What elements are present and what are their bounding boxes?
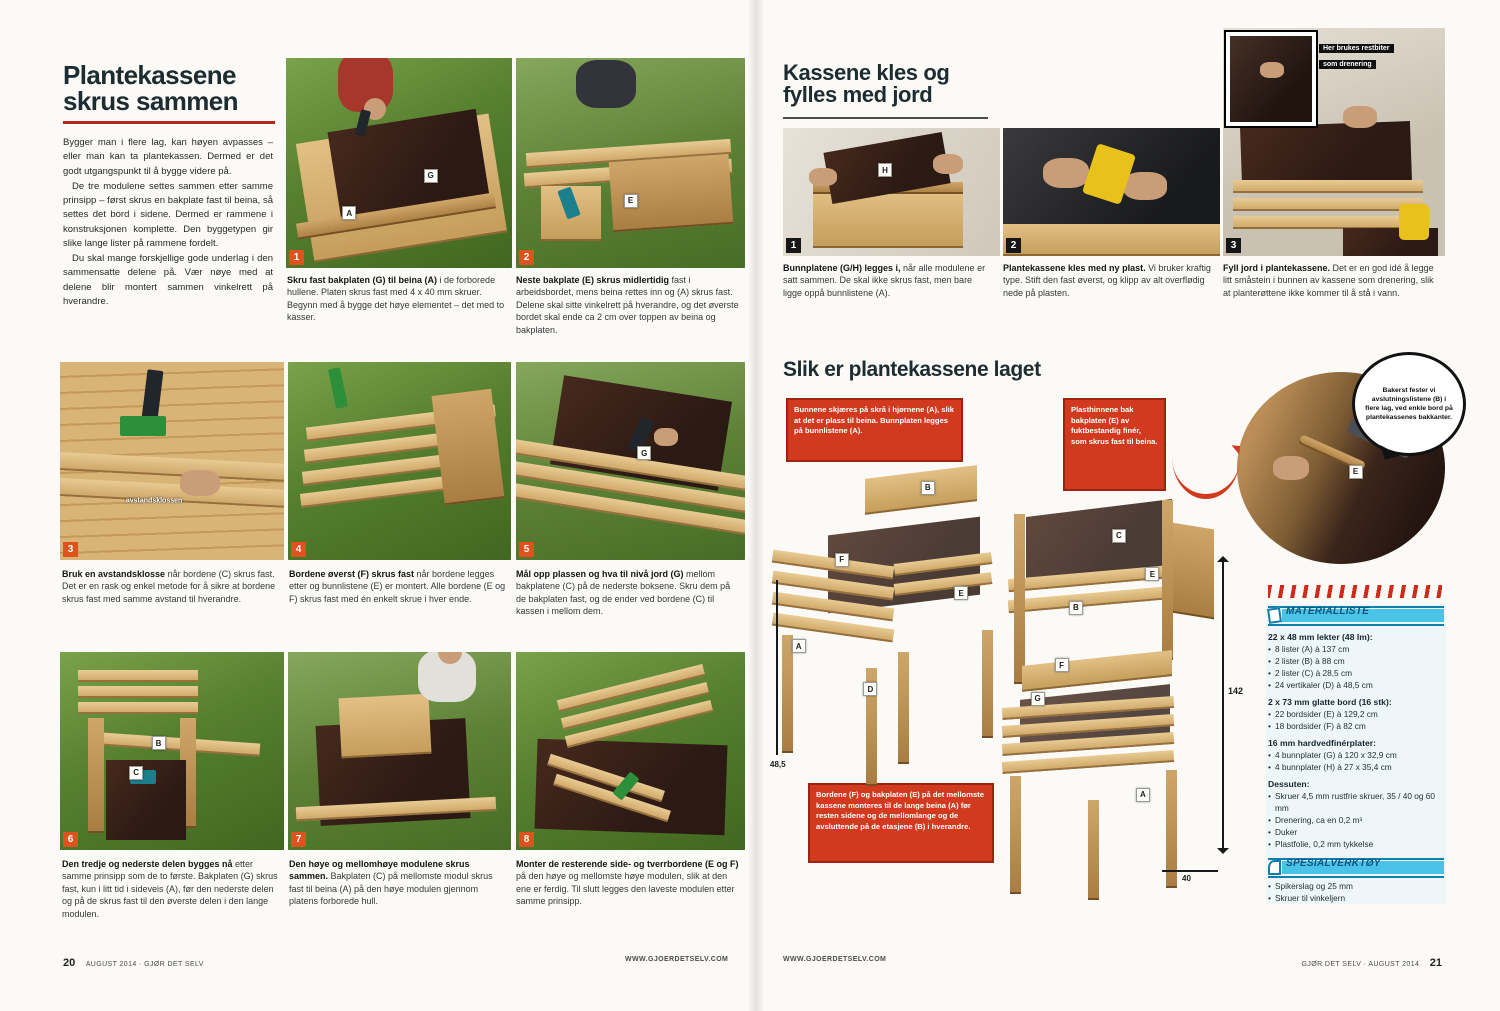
materials-item: • 4 bunnplater (H) à 27 x 35,4 cm <box>1268 761 1444 773</box>
diagram-side-panel <box>1172 523 1214 620</box>
intro-paragraph: Bygger man i flere lag, kan høyen avpasses – eller man kan ta plantekassen. Dermed er det godt utgangspunkt til å bygge videre på. <box>63 137 273 177</box>
materials-header-label: MATERIALLISTE <box>1286 606 1370 617</box>
step-number-badge: 5 <box>519 542 534 557</box>
page-gutter <box>748 0 764 1011</box>
step-photo-3 <box>60 362 284 560</box>
wood-board <box>78 702 198 714</box>
left-page-title <box>63 62 293 114</box>
caption-text: i de forborede hullene. Platen skrus fast med 4 x 40 mm skruer. Begynn med å bygge det høye elementet – det med to kasser. <box>287 275 505 323</box>
dark-lined-box <box>1240 121 1412 187</box>
page-number: 20 <box>63 957 76 969</box>
part-letter-chip: H <box>878 163 892 177</box>
part-letter-chip: G <box>424 169 438 183</box>
intro-text <box>63 136 273 309</box>
materials-item: • Drenering, ca en 0,2 m³ <box>1268 814 1444 826</box>
person-hand <box>654 428 678 446</box>
caption-lead: Mål opp plassen og hva til nivå jord (G) <box>516 569 684 579</box>
step-caption-4 <box>289 568 509 605</box>
header-rule <box>1268 876 1444 878</box>
part-letter-chip: F <box>1055 658 1069 672</box>
header-rule <box>1268 624 1444 626</box>
inset-label-line2: som drenering <box>1319 60 1376 69</box>
part-letter-chip: E <box>624 194 638 208</box>
dimension-label-width: 40 <box>1182 874 1191 883</box>
materials-item: • Plastfolie, 0,2 mm tykkelse <box>1268 838 1444 850</box>
page-number: 21 <box>1429 957 1442 969</box>
step-number-badge: 2 <box>519 250 534 265</box>
diagram-leg <box>898 652 909 764</box>
right-step-photo-1 <box>783 128 1000 256</box>
step-number-badge: 4 <box>291 542 306 557</box>
right-title-line1: Kassene kles og <box>783 60 950 85</box>
part-letter-chip: B <box>921 481 935 495</box>
wood-edge <box>1003 224 1220 256</box>
caption-text: når bordene (C) skrus fast. Det er en rask og enkel metode for å sikre at bordene skrus fast med samme avstand til hverandre. <box>62 569 276 604</box>
caption-text: etter samme prinsipp som de to første. Bakplaten (G) skrus fast, kun i litt tid i sideveis (A), før den nederste delen og på de skrus fast til den øverste delen i den lange modulen. <box>62 859 278 919</box>
intro-paragraph: Du skal mange forskjellige gode underlag i den sammensatte delene på. Vær nøye med at delene blir montert sammen vinkelrett på hverandre. <box>63 253 273 307</box>
part-letter-chip: A <box>1136 788 1150 802</box>
title-rule <box>783 117 988 119</box>
inset-photo <box>1226 32 1316 126</box>
issue-label: GJØR DET SELV · AUGUST 2014 <box>1301 961 1420 968</box>
step-number-badge: 1 <box>786 238 801 253</box>
right-step-caption-2 <box>1003 262 1215 299</box>
part-letter-chip: D <box>863 682 877 696</box>
website-label: WWW.GJOERDETSELV.COM <box>625 956 729 963</box>
step-photo-6 <box>60 652 284 850</box>
caption-lead: Monter de resterende side- og tverrbordene (E og F) <box>516 859 739 869</box>
exploded-diagram <box>770 430 1248 910</box>
diagram-leg <box>1010 776 1021 894</box>
step-caption-5 <box>516 568 742 618</box>
tools-list <box>1268 880 1444 904</box>
materials-list <box>1268 632 1444 850</box>
right-step-photo-3 <box>1223 28 1445 256</box>
diagram-leg <box>1162 500 1173 660</box>
caption-lead: Neste bakplate (E) skrus midlertidig <box>516 275 670 285</box>
caption-text: Bakplaten (C) på mellomste modul skrus fast til beina (A) på den høye modulen gjennom platens forborede hull. <box>289 871 493 907</box>
materials-items <box>1268 749 1444 773</box>
dimension-line <box>776 580 778 755</box>
caption-text: mellom bakplatene (C) på de nederste boksene. Skru dem på de bakplaten fast, og de ender ved bordene (C) til kassen i mellom dem. <box>516 569 731 617</box>
part-letter-chip: G <box>1031 692 1045 706</box>
red-hatch-marks <box>1268 585 1442 598</box>
materials-item: • 4 bunnplater (G) à 120 x 32,9 cm <box>1268 749 1444 761</box>
caption-lead: Fyll jord i plantekassene. <box>1223 263 1331 273</box>
wood-leg <box>88 718 104 833</box>
drill-battery <box>120 416 166 436</box>
step-number-badge: 2 <box>1006 238 1021 253</box>
materials-items <box>1268 643 1444 691</box>
person-hand <box>809 168 837 186</box>
materials-items <box>1268 708 1444 732</box>
intro-paragraph: De tre modulene settes sammen etter samme prinsipp – først skrus en bakplate fast til beina, så settes det bord i sidene. Dermed er rammene i konstruksjonen komplette. Den byggetypen gir slike lange lister på rammene fordelt. <box>63 180 273 249</box>
inset-label <box>1319 44 1394 71</box>
person-hand <box>180 470 220 496</box>
part-letter-chip: A <box>792 639 806 653</box>
diagram-callout-3: Bordene (F) og bakplaten (E) på det mellomste kassene monteres til de lange beina (A) før resten sidene og de mellomlange og de avsluttende på de etasjene (B) i hverandre. <box>808 783 994 863</box>
step-caption-3 <box>62 568 280 605</box>
right-page-title <box>783 62 1023 107</box>
person-hand <box>933 154 963 174</box>
step-number-badge: 7 <box>291 832 306 847</box>
wood-board <box>1233 180 1423 193</box>
title-rule <box>63 121 275 124</box>
part-letter-chip: E <box>1145 567 1159 581</box>
step-number-badge: 3 <box>63 542 78 557</box>
dimension-label-height: 142 <box>1228 686 1244 696</box>
right-step-caption-1 <box>783 262 993 299</box>
dimension-line <box>1162 870 1218 872</box>
materials-section-title: Dessuten: <box>1268 779 1310 790</box>
caption-text: når alle modulene er satt sammen. De skal ikke skrus fast, men bare ligge oppå bunnlistene (A). <box>783 263 986 298</box>
materials-header <box>1268 606 1444 626</box>
part-letter-chip: E <box>1349 465 1363 479</box>
materials-item: • 8 lister (A) à 137 cm <box>1268 643 1444 655</box>
person-hand <box>1123 172 1167 200</box>
materials-item: • 18 bordsider (F) à 82 cm <box>1268 720 1444 732</box>
materials-item: • 22 bordsider (E) à 129,2 cm <box>1268 708 1444 720</box>
caption-lead: Den høye og mellomhøye modulene skrus sammen. <box>289 859 470 882</box>
caption-lead: Den tredje og nederste delen bygges nå <box>62 859 233 869</box>
part-letter-chip: A <box>342 206 356 220</box>
caption-text: Det er en god idé å legge litt småstein i bunnen av kassene som drenering, slik at planterøttene ikke kommer til å stå i vann. <box>1223 263 1434 298</box>
dim-arrow-up <box>1217 550 1229 562</box>
step-photo-2 <box>516 58 745 268</box>
person-hand <box>1260 62 1284 78</box>
caption-text: fast i arbeidsbordet, mens beina rettes inn og (A) skrus fast. Delene skal sitte vinkelrett på hverandre, og det øverste bordet skal ende ca 2 cm over toppen av beina og bakplaten. <box>516 275 739 335</box>
step-number-badge: 3 <box>1226 238 1241 253</box>
tools-header <box>1268 858 1444 878</box>
materials-item: • 2 lister (B) à 88 cm <box>1268 655 1444 667</box>
right-footer <box>1290 953 1442 971</box>
part-letter-chip: G <box>637 446 651 460</box>
wood-module <box>338 694 431 759</box>
wood-board <box>1233 198 1423 211</box>
tools-header-label: SPESIALVERKTØY <box>1286 858 1381 870</box>
person <box>576 60 636 108</box>
step-photo-7 <box>288 652 511 850</box>
diagram-callout-1: Bunnene skjæres på skrå i hjørnene (A), slik at det er plass til beina. Bunnplaten legges på bunnlistene (A). <box>786 398 963 462</box>
photo-label: avstandsklossen <box>125 497 183 505</box>
speech-bubble: Bakerst fester vi avslutningslistene (B) i flere lag, ved enkle bord på plantekassenes bakkanter. <box>1352 352 1466 456</box>
materials-item: • Skruer 4,5 mm rustfrie skruer, 35 / 40 og 60 mm <box>1268 790 1444 814</box>
step-photo-4 <box>288 362 511 560</box>
step-number-badge: 8 <box>519 832 534 847</box>
materials-section-title: 2 x 73 mm glatte bord (16 stk): <box>1268 697 1392 708</box>
wood-board <box>78 686 198 698</box>
person-hand <box>1043 158 1089 188</box>
diagram-leg <box>1088 800 1099 900</box>
issue-label: AUGUST 2014 · GJØR DET SELV <box>85 961 204 968</box>
tool-item: • Skruer til vinkeljern <box>1268 892 1444 904</box>
materials-section-title: 22 x 48 mm lekter (48 lm): <box>1268 632 1373 642</box>
diagram-leg <box>982 630 993 738</box>
step-number-badge: 6 <box>63 832 78 847</box>
dimension-line <box>1222 558 1224 853</box>
inset-label-line1: Her brukes restbiter <box>1319 44 1394 53</box>
part-letter-chip: F <box>835 553 849 567</box>
caption-text: Vi bruker kraftig type. Stift den fast øverst, og klipp av alt overflødig nede på plasten. <box>1003 263 1211 298</box>
caption-lead: Bunnplatene (G/H) legges i, <box>783 263 901 273</box>
person-hand <box>1343 106 1377 128</box>
part-letter-chip: C <box>129 766 143 780</box>
wood-board <box>78 670 198 682</box>
materials-section-title: 16 mm hardvedfinérplater: <box>1268 738 1376 749</box>
materials-item: • 2 lister (C) à 28,5 cm <box>1268 667 1444 679</box>
part-letter-chip: C <box>1112 529 1126 543</box>
part-letter-chip: B <box>1069 601 1083 615</box>
left-title-line2: skrus sammen <box>63 86 238 116</box>
left-title-line1: Plantekassene <box>63 60 236 90</box>
diagram-callout-2: Plasthinnene bak bakplaten (E) av fuktbestandig finér, som skrus fast til beina. <box>1063 398 1166 491</box>
materials-items <box>1268 790 1444 850</box>
step-caption-1 <box>287 274 508 324</box>
step-photo-5 <box>516 362 745 560</box>
step-caption-7 <box>289 858 509 908</box>
part-letter-chip: E <box>954 586 968 600</box>
caption-text: på den høye og mellomste høye modulen, slik at den ene er ferdig. Til slutt legges den laveste modulen etter samme prinsipp. <box>516 871 735 907</box>
caption-text: når bordene legges etter og bunnlistene (E) er montert. Alle bordene (E og F) skrus fast med én enkelt skrue i hver ende. <box>289 569 506 604</box>
part-letter-chip: B <box>152 736 166 750</box>
dim-arrow-down <box>1217 848 1229 860</box>
materials-panel <box>1266 604 1446 904</box>
right-step-caption-3 <box>1223 262 1441 299</box>
step-caption-2 <box>516 274 742 336</box>
diagram-section-title: Slik er plantekassene laget <box>783 358 1041 381</box>
step-caption-8 <box>516 858 742 908</box>
caption-lead: Bordene øverst (F) skrus fast <box>289 569 415 579</box>
caption-lead: Plantekassene kles med ny plast. <box>1003 263 1146 273</box>
right-step-photo-2 <box>1003 128 1220 256</box>
materials-item: • Duker <box>1268 826 1444 838</box>
website-label: WWW.GJOERDETSELV.COM <box>783 956 887 963</box>
step-photo-8 <box>516 652 745 850</box>
left-footer <box>63 953 204 971</box>
dimension-label-left: 48,5 <box>770 760 786 769</box>
tape-measure <box>1399 204 1429 240</box>
caption-lead: Bruk en avstandsklosse <box>62 569 166 579</box>
step-caption-6 <box>62 858 280 920</box>
step-photo-1 <box>286 58 512 268</box>
right-title-line2: fylles med jord <box>783 82 933 108</box>
step-number-badge: 1 <box>289 250 304 265</box>
tool-item: • Spikerslag og 25 mm <box>1268 880 1444 892</box>
materials-item: • 24 vertikaler (D) à 48,5 cm <box>1268 679 1444 691</box>
diagram-leg <box>1014 514 1025 684</box>
person-hand <box>1273 456 1309 480</box>
caption-lead: Skru fast bakplaten (G) til beina (A) <box>287 275 438 285</box>
